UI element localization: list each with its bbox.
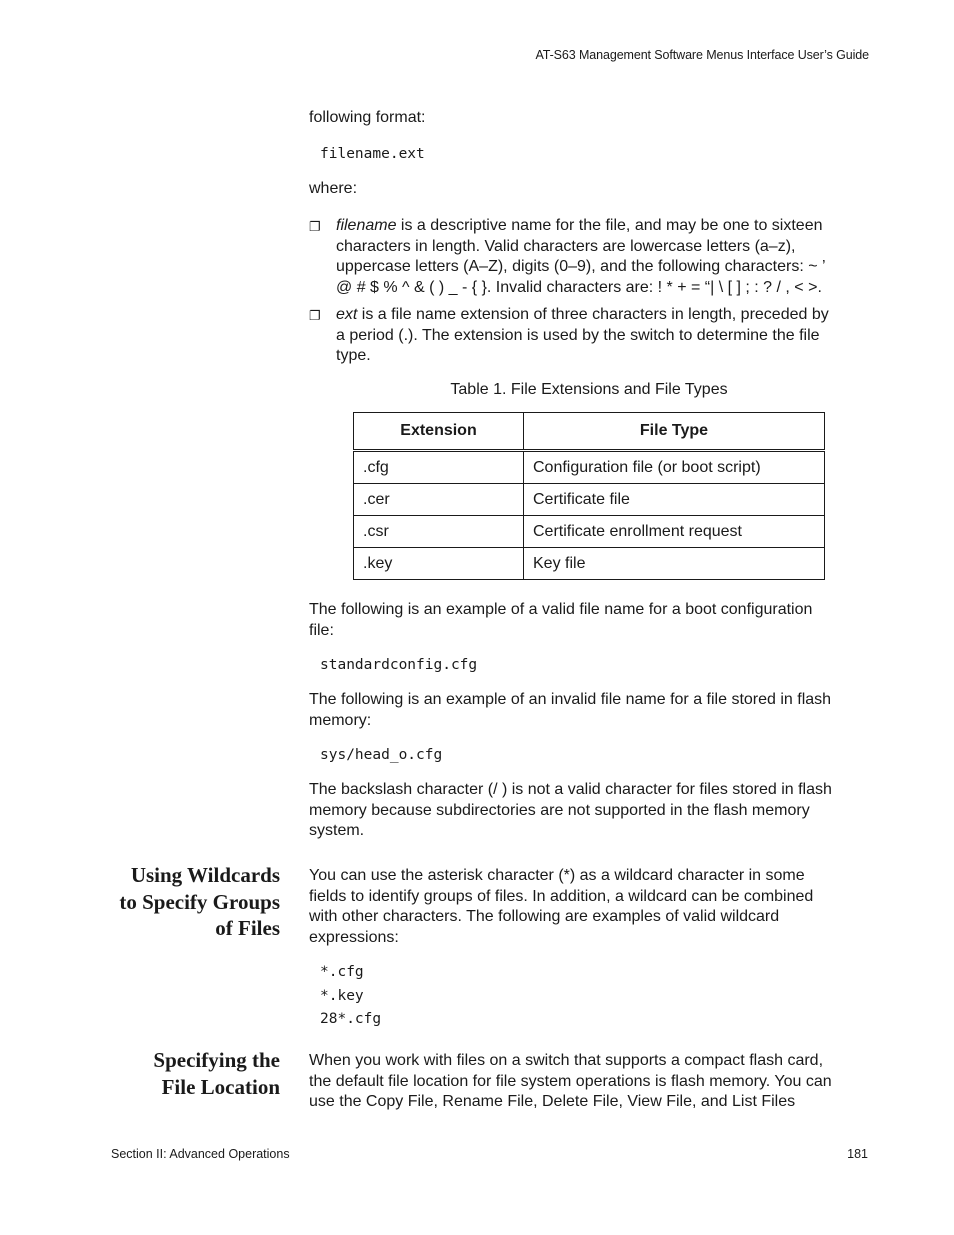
wildcard-example: 28*.cfg xyxy=(320,1011,382,1027)
backslash-note: The backslash character (/ ) is not a valid character for files stored in flash memory because subdirectories are not supported in the flash memory system. xyxy=(309,781,832,839)
running-header: AT-S63 Management Software Menus Interface User’s Guide xyxy=(535,48,869,62)
wildcard-example: *.key xyxy=(320,988,364,1004)
table-row xyxy=(354,516,825,548)
invalid-example-code: sys/head_o.cfg xyxy=(320,747,443,763)
bullet-icon: ❐ xyxy=(309,219,321,234)
filename-bullet-text: filename is a descriptive name for the file, and may be one to sixteen characters in length. Valid characters are lowercase letters (a–z), uppercase letters (A–Z), digits (0–9), and the following characters: ~ ’ @ # $ % ^ & ( ) _ - { }. Invalid characters are: ! * + = “| \ [ ] ; : ? / , < >. xyxy=(336,217,826,296)
table-cell-file-type: Key file xyxy=(524,548,825,580)
format-code: filename.ext xyxy=(320,146,425,162)
section-heading-wildcards: Using Wildcards to Specify Groups of Files xyxy=(119,863,280,940)
intro-text: following format: xyxy=(309,109,426,126)
term-filename: filename xyxy=(336,217,397,234)
invalid-example-text: The following is an example of an invalid file name for a file stored in flash memory: xyxy=(309,691,832,729)
table-caption: Table 1. File Extensions and File Types xyxy=(450,381,728,398)
table-cell-file-type: Certificate enrollment request xyxy=(524,516,825,548)
table-row xyxy=(354,484,825,516)
bullet-icon: ❐ xyxy=(309,308,321,323)
table-header-extension: Extension xyxy=(354,413,524,451)
table-cell-extension: .key xyxy=(354,548,524,580)
table-cell-file-type: Configuration file (or boot script) xyxy=(524,451,825,484)
table-cell-extension: .cfg xyxy=(354,451,524,484)
table-cell-extension: .csr xyxy=(354,516,524,548)
where-text: where: xyxy=(309,180,358,197)
wildcards-text: You can use the asterisk character (*) as a wildcard character in some fields to identify groups of files. In addition, a wildcard can be combined with other characters. The following are examples of valid wildcard expressions: xyxy=(309,867,814,946)
ext-bullet-text: ext is a file name extension of three characters in length, preceded by a period (.). The extension is used by the switch to determine the file type. xyxy=(336,306,829,364)
footer-section: Section II: Advanced Operations xyxy=(111,1147,290,1161)
table-cell-extension: .cer xyxy=(354,484,524,516)
page-number: 181 xyxy=(847,1147,868,1161)
term-ext: ext xyxy=(336,306,358,323)
valid-example-code: standardconfig.cfg xyxy=(320,657,478,673)
valid-example-text: The following is an example of a valid file name for a boot configuration file: xyxy=(309,601,813,639)
file-types-table xyxy=(353,412,825,580)
table-row xyxy=(354,548,825,580)
table-row xyxy=(354,451,825,484)
table-cell-file-type: Certificate file xyxy=(524,484,825,516)
location-text: When you work with files on a switch that supports a compact flash card, the default file location for file system operations is flash memory. You can use the Copy File, Rename File, Delete File, View File, and List Files xyxy=(309,1052,832,1110)
wildcard-example: *.cfg xyxy=(320,964,364,980)
section-heading-location: Specifying the File Location xyxy=(153,1048,280,1099)
table-header-file-type: File Type xyxy=(524,413,825,451)
